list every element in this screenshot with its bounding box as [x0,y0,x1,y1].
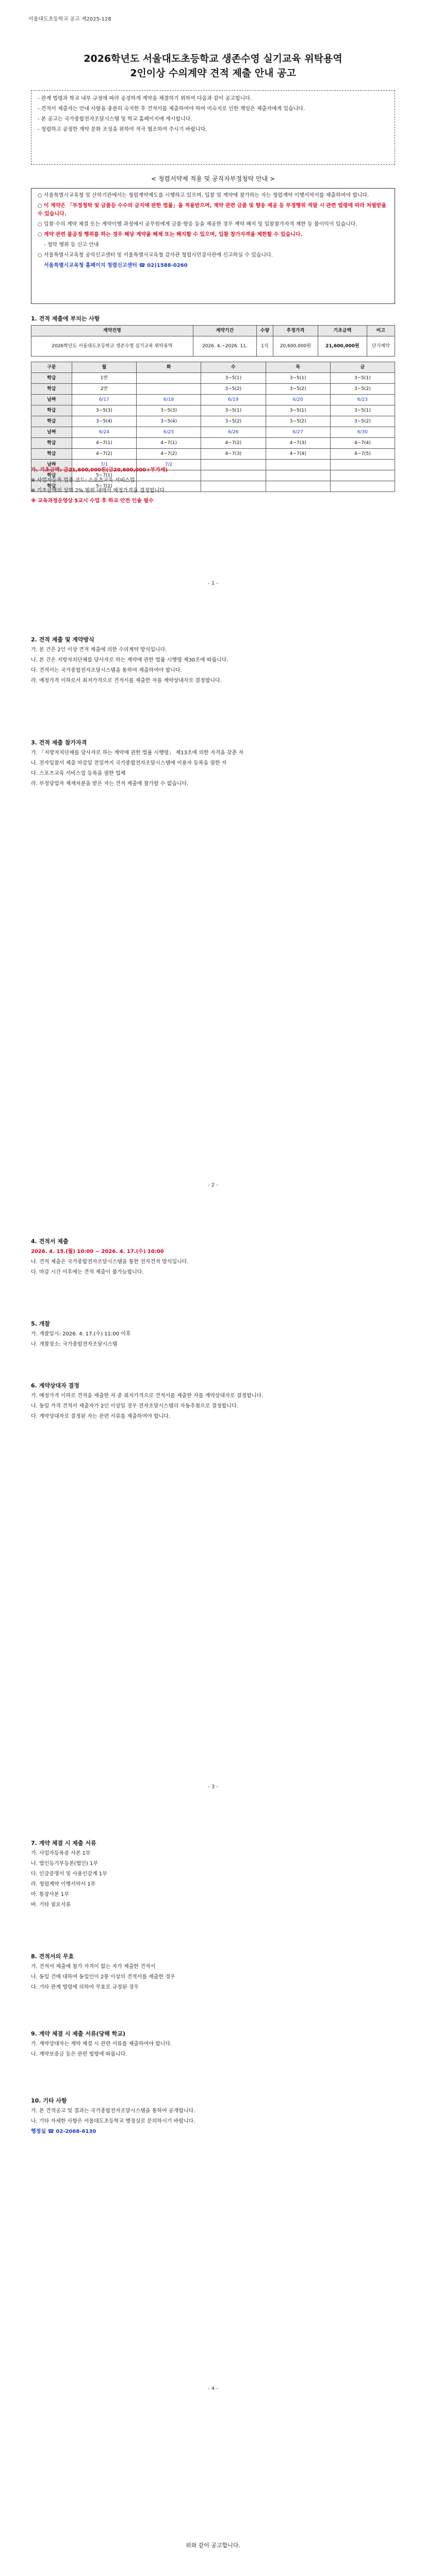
section-5-title: 5. 개찰 [31,1320,50,1327]
integrity-guide-box [31,188,395,304]
body-line: 다. 인감증명서 및 사용인감계 1부 [31,1871,107,1877]
cell: 6/19 [201,395,266,405]
page-4 [0,1805,426,2407]
body-line: 가. 계약상대자는 계약 체결 시 관련 서류를 제출하여야 합니다. [31,2041,172,2047]
col-header: 계약건명 [31,326,193,336]
col-header: 목 [266,362,330,373]
row-header: 학급 [31,481,72,492]
cell: 3~5(1) [201,405,266,416]
cell: 3~5(2) [201,384,266,395]
section-9-title: 9. 계약 체결 시 제출 서류(당해 학교) [31,2030,126,2037]
col-header: 기초금액 [318,326,367,336]
notice-line: - 청렴하고 공정한 계약 문화 조성을 위하여 적극 협조하여 주시기 바랍니다. [38,127,207,132]
page-number: - 2 - [208,1182,218,1188]
section-7 [31,1836,395,1911]
note-line: ※ 교육과정운영상 5교시 수업 후 하교 안전 인솔 필수 [31,498,154,504]
cell: 6/23 [330,395,395,405]
section-10-title: 10. 기타 사항 [31,2097,67,2104]
cell [137,384,201,395]
section-8-title: 8. 견적서의 무효 [31,1953,74,1960]
cell: 1식 [257,336,273,357]
cell: 3~5(3) [72,405,136,416]
cell: 3~5(1) [330,405,395,416]
cell: 6/24 [72,427,136,438]
cell: 6/18 [137,395,201,405]
contact-line: 행정실 ☎ 02-2068-6130 [31,2129,96,2134]
row-header: 학급 [31,438,72,449]
title-line-2: 2인이상 수의계약 견적 제출 안내 공고 [130,67,296,79]
section-7-title: 7. 계약 체결 시 제출 서류 [31,1840,96,1846]
col-header: 수 [201,362,266,373]
cell: 3~5(1) [201,373,266,384]
guide-sub: - 청탁 행위 등 신고 안내 [44,242,99,248]
cell: 4~7(1) [137,438,201,449]
section-3 [31,736,395,790]
section-2 [31,633,395,687]
body-line: 바. 기타 필요서류 [31,1902,71,1908]
title-line-1: 2026학년도 서울대도초등학교 생존수영 실기교육 위탁용역 [84,53,342,64]
row-header: 학급 [31,470,72,481]
cell: 3~5(3) [137,405,201,416]
cell: 7/2 [137,460,201,470]
cell: 3~5(2) [201,416,266,427]
cell: 4~7(4) [266,449,330,460]
body-line: 가. 예정가격 이하로 견적을 제출한 자 중 최저가격으로 견적서를 제출한 자를 계약상대자로 결정합니다. [31,1393,264,1399]
cell: 4~7(1) [72,438,136,449]
table-row [31,405,395,416]
body-line: 2026. 4. 15.(월) 10:00 ~ 2026. 4. 17.(수) 10:00 [31,1249,164,1255]
guide-highlight: 서울특별시교육청 홈페이지 청렴신고센터 ☎ 02)1588-0260 [44,263,188,268]
cell: 5~7(2) [72,481,136,492]
cell: 21,600,000원 [318,336,367,357]
cell: 2반 [72,384,136,395]
cell: 3~5(2) [266,384,330,395]
cell: 3~5(2) [266,416,330,427]
col-header: 금 [330,362,395,373]
notice-line: - 본 공고는 국가종합전자조달시스템 및 학교 홈페이지에 게시합니다. [38,116,192,122]
col-header: 수량 [257,326,273,336]
body-line: 다. 견적서는 국가종합전자조달시스템을 통하여 제출하여야 합니다. [31,668,182,673]
body-line: 나. 견적 제출은 국가종합전자조달시스템을 통한 전자견적 방식입니다. [31,1259,189,1265]
cell: 20,600,000원 [273,336,318,357]
section-6 [31,1379,395,1423]
cell: 6/25 [137,427,201,438]
cell: 4~7(5) [330,449,395,460]
col-header: 추정가격 [273,326,318,336]
table-row [31,384,395,395]
row-header: 학급 [31,449,72,460]
section-4-title: 4. 견적서 제출 [31,1238,69,1245]
cell: 5~7(1) [72,470,136,481]
table-row [31,438,395,449]
cell: 3~5(1) [266,373,330,384]
body-line: 나. 본 건은 지방자치단체를 당사자로 하는 계약에 관한 법률 시행령 제30조에 따릅니다. [31,657,228,663]
page-number: - 3 - [208,1784,218,1790]
cell: 단가계약 [367,336,395,357]
section-10 [31,2094,395,2138]
body-line: 다. 기타 관계 법령에 의하여 무효로 규정된 경우 [31,1985,139,1990]
cell: 6/30 [330,427,395,438]
cell: 7/1 [72,460,136,470]
body-line: 라. 부정당업자 제재처분을 받은 자는 견적 제출에 참가할 수 없습니다. [31,781,189,787]
closing-text: 위와 같이 공고합니다. [185,2542,241,2549]
price-line: 가. 기초금액: 금21,600,000원(금20,600,000+부가세) [31,467,168,473]
body-line: 마. 통장사본 1부 [31,1892,69,1897]
body-line: 가. 개찰일시: 2026. 4. 17.(수) 11:00 이후 [31,1331,131,1337]
table-row [31,449,395,460]
note-line: ※ 사업자등록 업종 코드: 스포츠교육 서비스업 [31,478,135,483]
section-8 [31,1950,395,1994]
col-header: 계약기간 [193,326,256,336]
section-notes [31,466,395,507]
body-line: 나. 전자입찰서 제출 마감일 전일까지 국가종합전자조달시스템에 이용자 등록을 필한 자 [31,760,227,766]
cell: 2026학년도 서울대도초등학교 생존수영 실기교육 위탁용역 [31,336,193,357]
body-line: 다. 스포츠교육 서비스업 등록을 필한 업체 [31,771,126,776]
body-line: 가. 견적서 제출에 참가 자격이 없는 자가 제출한 견적서 [31,1964,156,1970]
body-line: 나. 동일 건에 대하여 동일인이 2통 이상의 견적서를 제출한 경우 [31,1974,175,1980]
cell: 6/20 [266,395,330,405]
page-title [0,52,426,80]
page-1 [0,0,426,602]
section-1 [31,312,395,492]
guide-item: ○ 이 계약은 「부정청탁 및 금품등 수수의 금지에 관한 법률」을 적용받으며, 계약 관련 금품 및 향응 제공 등 부정행위 적발 시 관련 법령에 따라 처벌받을 수 있습니다. [38,203,387,217]
row-header: 학급 [31,384,72,395]
cell: 1반 [72,373,136,384]
row-header: 학급 [31,405,72,416]
cell: 2026. 4.~2026. 11. [193,336,256,357]
section-2-title: 2. 견적 제출 및 계약방식 [31,636,94,643]
guide-item: ○ 계약 관련 불공정 행위를 하는 경우 해당 계약을 해제 또는 해지할 수 있으며, 입찰 참가자격을 제한할 수 있습니다. [38,232,303,238]
cell: 3~5(1) [330,373,395,384]
section-4 [31,1234,395,1279]
row-header: 학급 [31,416,72,427]
cell: 3~5(4) [137,416,201,427]
section-6-title: 6. 계약상대자 결정 [31,1382,79,1389]
row-header: 날짜 [31,395,72,405]
table-row [31,427,395,438]
body-line: 가. 본 건은 2인 이상 견적 제출에 의한 수의계약 방식입니다. [31,647,167,653]
body-line: 다. 마감 시간 이후에는 견적 제출이 불가능합니다. [31,1269,144,1275]
body-line: 가. 「지방자치단체를 당사자로 하는 계약에 관한 법률 시행령」 제13조에 의한 자격을 갖춘 자 [31,750,244,756]
page-number: - 1 - [208,581,218,586]
page-5 [0,2407,426,2576]
guide-item: ○ 입찰·수의 계약 체결 또는 계약이행 과정에서 공무원에게 금품·향응 등을 제공한 경우 계약 해지 및 입찰참가자격 제한 등 불이익이 있습니다. [38,222,357,227]
cell: 3~5(1) [266,405,330,416]
body-line: 나. 개찰장소: 국가종합전자조달시스템 [31,1342,118,1347]
body-line: 나. 계약보증금 등은 관련 법령에 따릅니다. [31,2052,127,2057]
section-9 [31,2027,395,2061]
col-header: 비고 [367,326,395,336]
body-line: 나. 동일 가격 견적서 제출자가 2인 이상일 경우 전자조달시스템의 자동추첨으로 결정합니다. [31,1403,238,1409]
page-3 [0,1204,426,1805]
body-line: 라. 예정가격 이하로서 최저가격으로 견적서를 제출한 자를 계약상대자로 결정합니다. [31,678,222,684]
col-header: 구분 [31,362,72,373]
table-row [31,373,395,384]
cell: 4~7(2) [72,449,136,460]
row-header: 학급 [31,373,72,384]
table-row [31,395,395,405]
guide-item: ○ 서울특별시교육청 공익신고센터 및 서울특별시교육청 감사관 청렴시민감사관에 신고하실 수 있습니다. [38,252,273,258]
cell: 3~5(4) [72,416,136,427]
section-5 [31,1317,395,1351]
page-number: - 4 - [208,2386,218,2392]
section-1-title: 1. 견적 제출에 부치는 사항 [31,315,100,322]
table-row [31,336,395,357]
notice-line: - 관계 법령과 학교 내부 규정에 따라 공정하게 계약을 체결하기 위하여 다음과 같이 공고합니다. [38,96,252,101]
col-header: 화 [137,362,201,373]
section-3-title: 3. 견적 제출 참가자격 [31,739,87,746]
cell [137,373,201,384]
notice-box [31,90,395,165]
note-line: ※ 기초금액의 상하 2% 범위 내에서 예정가격을 결정합니다. [31,488,167,494]
body-line: 가. 사업자등록증 사본 1부 [31,1851,91,1856]
row-header: 날짜 [31,427,72,438]
cell: 4~7(3) [266,438,330,449]
cell: 4~7(4) [330,438,395,449]
body-line: 나. 기타 자세한 사항은 서울대도초등학교 행정실로 문의하시기 바랍니다. [31,2119,195,2124]
integrity-subhead: < 청렴서약제 적용 및 공직자부정청탁 안내 > [151,175,275,182]
notice-code: 서울대도초등학교 공고 제2025-128 [28,16,111,22]
body-line: 다. 계약상대자로 결정된 자는 관련 서류를 제출하여야 합니다. [31,1414,171,1419]
cell: 3~5(2) [330,416,395,427]
table-row [31,416,395,427]
cell: 3~5(2) [330,384,395,395]
guide-item: ○ 서울특별시교육청 및 산하기관에서는 청렴계약제도를 시행하고 있으며, 입찰 및 계약에 참가하는 자는 청렴계약 이행서약서를 제출하여야 합니다. [38,193,369,198]
contract-summary-table [31,325,395,357]
page-2 [0,602,426,1204]
cell: 6/26 [201,427,266,438]
row-header: 날짜 [31,460,72,470]
notice-line: - 견적서 제출자는 안내 사항을 충분히 숙지한 후 견적서를 제출하여야 하며 미숙지로 인한 책임은 제출자에게 있습니다. [38,106,305,112]
cell: 6/17 [72,395,136,405]
body-line: 가. 본 견적공고 및 결과는 국가종합전자조달시스템을 통하여 공개합니다. [31,2108,195,2114]
body-line: 라. 청렴계약 이행서약서 1부 [31,1882,96,1887]
body-line: 나. 법인등기부등본(법인) 1부 [31,1861,98,1867]
cell: 6/27 [266,427,330,438]
col-header: 월 [72,362,136,373]
cell: 4~7(3) [201,449,266,460]
cell: 4~7(2) [137,449,201,460]
cell: 4~7(2) [201,438,266,449]
